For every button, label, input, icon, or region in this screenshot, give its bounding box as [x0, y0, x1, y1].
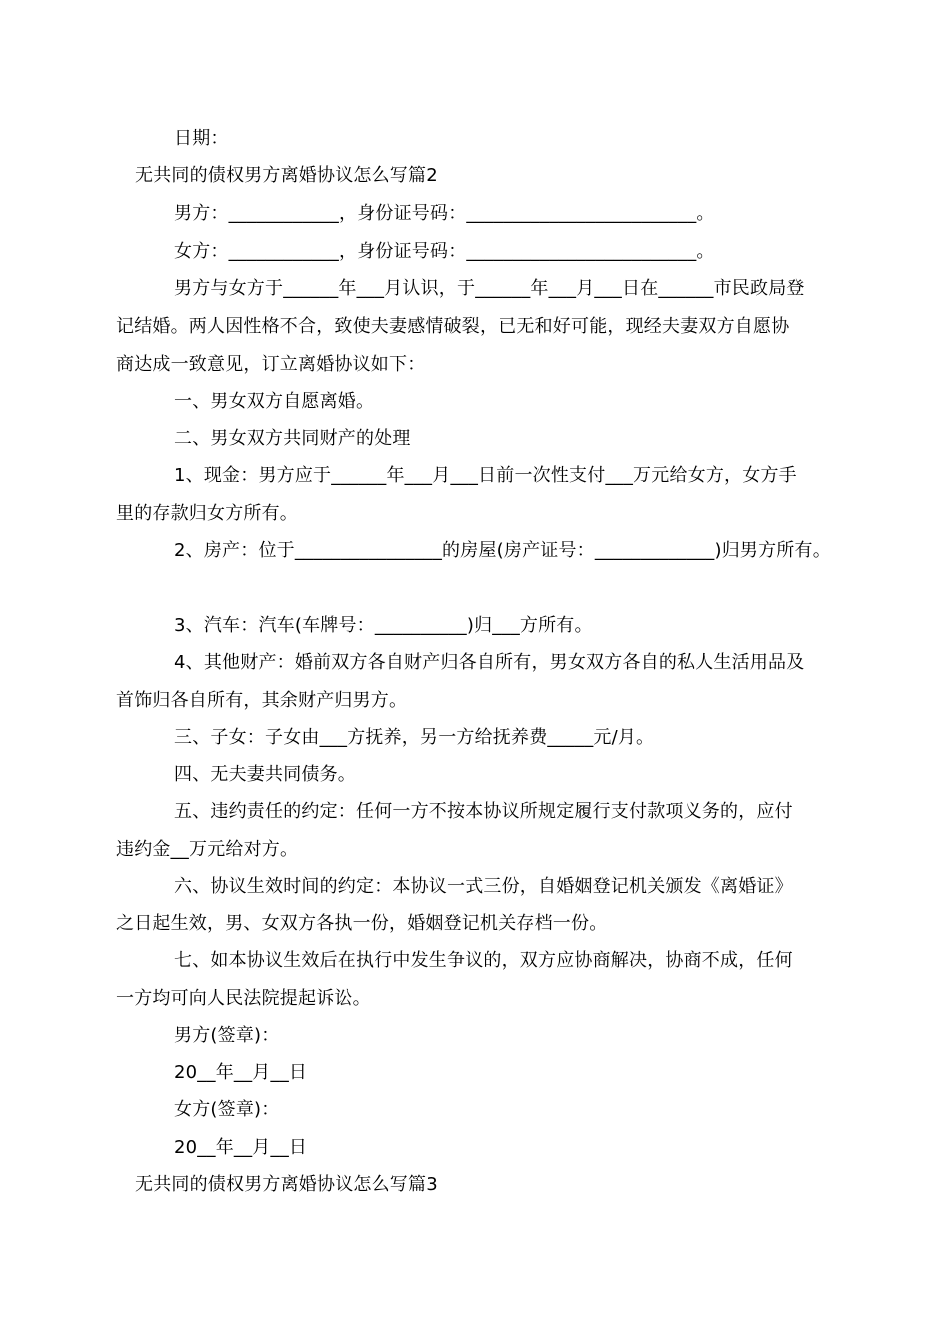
clause-1: 一、男女双方自愿离婚。: [174, 391, 375, 412]
item-house: 2、房产：位于________________的房屋(房产证号：_____________)归男方所有。: [174, 540, 831, 561]
male-signature-date: 20__年__月__日: [174, 1062, 308, 1083]
intro-paragraph-line: 记结婚。两人因性格不合，致使夫妻感情破裂，已无和好可能，现经夫妻双方自愿协: [116, 316, 790, 337]
clause-6-line: 之日起生效，男、女双方各执一份，婚姻登记机关存档一份。: [116, 913, 608, 934]
clause-4: 四、无夫妻共同债务。: [174, 764, 356, 785]
intro-paragraph-line: 男方与女方于______年___月认识，于______年___月___日在______市民政局登: [174, 278, 805, 299]
clause-5-line: 五、违约责任的约定：任何一方不按本协议所规定履行支付款项义务的，应付: [174, 801, 793, 822]
section-heading-3: 无共同的债权男方离婚协议怎么写篇3: [135, 1174, 438, 1195]
item-other-line: 4、其他财产：婚前双方各自财产归各自所有，男女双方各自的私人生活用品及: [174, 652, 805, 673]
female-signature-date: 20__年__月__日: [174, 1137, 308, 1158]
clause-3: 三、子女：子女由___方抚养，另一方给抚养费_____元/月。: [174, 727, 655, 748]
clause-7-line: 一方均可向人民法院提起诉讼。: [116, 988, 371, 1009]
clause-6-line: 六、协议生效时间的约定：本协议一式三份，自婚姻登记机关颁发《离婚证》: [174, 876, 793, 897]
male-signature-label: 男方(签章)：: [174, 1025, 280, 1046]
female-party-line: 女方：____________，身份证号码：_________________________。: [174, 241, 715, 262]
female-signature-label: 女方(签章)：: [174, 1099, 280, 1120]
clause-5-line: 违约金__万元给对方。: [116, 839, 299, 860]
male-party-line: 男方：____________，身份证号码：_________________________。: [174, 203, 715, 224]
item-other-line: 首饰归各自所有，其余财产归男方。: [116, 690, 408, 711]
clause-2: 二、男女双方共同财产的处理: [174, 428, 411, 449]
item-car: 3、汽车：汽车(车牌号：__________)归___方所有。: [174, 615, 593, 636]
item-cash-line: 里的存款归女方所有。: [116, 503, 298, 524]
section-heading-2: 无共同的债权男方离婚协议怎么写篇2: [135, 165, 438, 186]
intro-paragraph-line: 商达成一致意见，订立离婚协议如下：: [116, 354, 426, 375]
item-cash-line: 1、现金：男方应于______年___月___日前一次性支付___万元给女方，女方手: [174, 465, 797, 486]
date-label: 日期：: [174, 128, 229, 149]
clause-7-line: 七、如本协议生效后在执行中发生争议的，双方应协商解决，协商不成，任何: [174, 950, 793, 971]
